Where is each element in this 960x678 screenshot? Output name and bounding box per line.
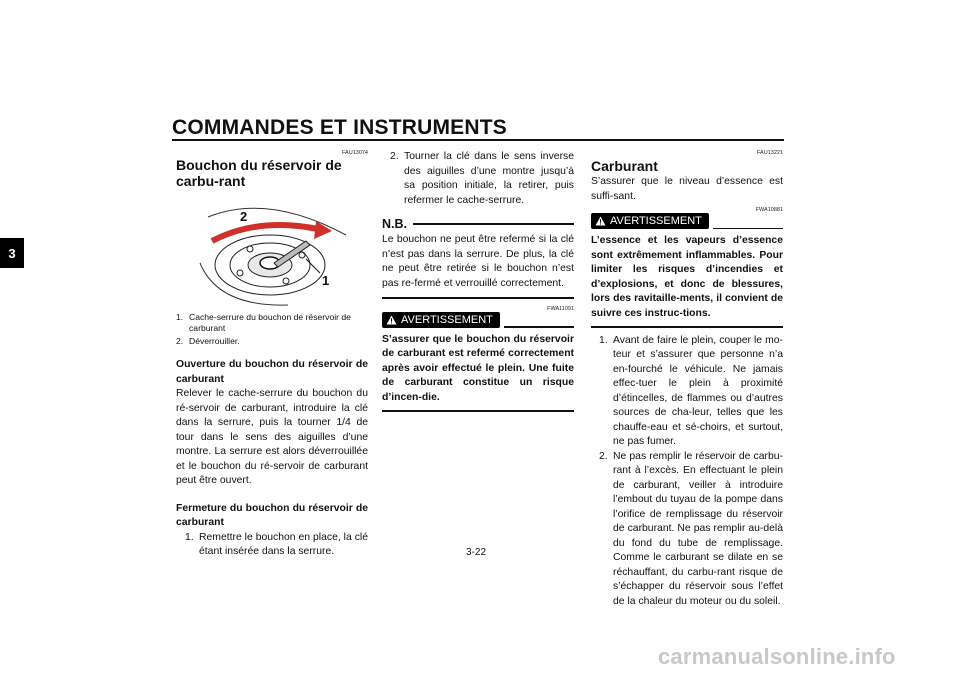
subheading-closing: Fermeture du bouchon du réservoir de carburant — [176, 502, 368, 528]
list-item: 2. Tourner la clé dans le sens inverse des aiguilles d’une montre jusqu’à sa position initiale, la retirer, puis refermer le cache-serrure. — [390, 151, 574, 206]
watermark: carmanualsonline.info — [658, 644, 896, 669]
list-item: 1. Remettre le bouchon en place, la clé étant insérée dans la serrure. — [185, 531, 368, 557]
column-1 — [176, 150, 368, 560]
list-item: 2. Ne pas remplir le réservoir de carbu-rant à l’excès. En effectuant le plein de carburant, veiller à introduire l’embout du tuyau de la pompe dans l’orifice de remplissage du réservoir de carburant. Ne pas remplir au-delà du fond du tube de remplissage. Comme le carburant se dilate en se réchauffant, du carbu-rant risque de s’échapper du réservoir sous l’effet de la chaleur du moteur ou du soleil. — [599, 450, 783, 607]
column-2 — [382, 150, 574, 412]
caption-item: 1. Cache-serrure du bouchon de réservoir de carburant — [176, 312, 351, 333]
header-divider — [172, 139, 784, 141]
section-code: FAU13221 — [757, 150, 783, 156]
section-code: FAU13074 — [342, 150, 368, 156]
warning-triangle-icon — [595, 216, 606, 226]
subheading-opening: Ouverture du bouchon du réservoir de carburant — [176, 359, 368, 385]
paragraph-intro: S’assurer que le niveau d’essence est suffi-sant. — [591, 176, 783, 202]
list-item: 1. Avant de faire le plein, couper le mo-teur et s’assurer que personne n’a en-fourché le véhicule. Ne jamais effec-tuer le plein à proximité d’étincelles, de flammes ou d’autres sources de cha-leur, telles que les chauffe-eau et sé-choirs, et surtout, ne pas fumer. — [599, 334, 783, 447]
column-3 — [591, 150, 783, 609]
page-title: COMMANDES ET INSTRUMENTS — [172, 116, 507, 139]
warning-text: L’essence et les vapeurs d’essence sont extrêmement inflammables. Pour limiter les risques d’incendies et d’explosions, et donc de blessures, lors des ravitaille-ments, il convient de suivre ces instruc-tions. — [591, 235, 783, 319]
nb-text: Le bouchon ne peut être refermé si la clé n’est pas dans la serrure. De plus, la clé ne peut être retirée si le bouchon n’est pas re-fermé et verrouillé correctement. — [382, 234, 574, 289]
page-number: 3-22 — [466, 547, 487, 558]
fuel-cap-figure — [198, 197, 348, 309]
section-heading: Bouchon du réservoir de carbu-rant — [176, 157, 342, 189]
warning-code: FWA10881 — [755, 207, 783, 213]
section-heading: Carburant — [591, 158, 658, 174]
warning-code: FWA11091 — [547, 305, 574, 312]
paragraph-opening: Relever le cache-serrure du bouchon du ré-servoir de carburant, introduire la clé dans la serrure, puis la tourner 1/4 de tour dans le sens des aiguilles d’une montre. La serrure est alors déverrouillée et le bouchon du ré-servoir de carburant peut être ouvert. — [176, 388, 368, 486]
nb-divider — [382, 297, 574, 299]
caption-item: 2. Déverrouiller. — [176, 336, 240, 346]
fuel-cap-illustration — [198, 197, 348, 309]
figure-captions — [176, 312, 368, 347]
warning-badge: AVERTISSEMENT — [382, 312, 500, 328]
warning-divider — [382, 410, 574, 412]
warning-divider — [591, 326, 783, 328]
figure-callout-1: 1 — [322, 273, 330, 288]
nb-header: N.B. — [382, 217, 574, 231]
figure-callout-2: 2 — [240, 209, 248, 224]
warning-header — [591, 213, 783, 229]
chapter-tab: 3 — [0, 238, 24, 268]
warning-badge: AVERTISSEMENT — [591, 213, 709, 229]
warning-header — [382, 312, 574, 328]
warning-text: S’assurer que le bouchon du réservoir de carburant est refermé correctement après avoir effectué le plein. Une fuite de carburant constitue un risque d’incen-die. — [382, 333, 574, 403]
warning-triangle-icon — [386, 315, 397, 325]
